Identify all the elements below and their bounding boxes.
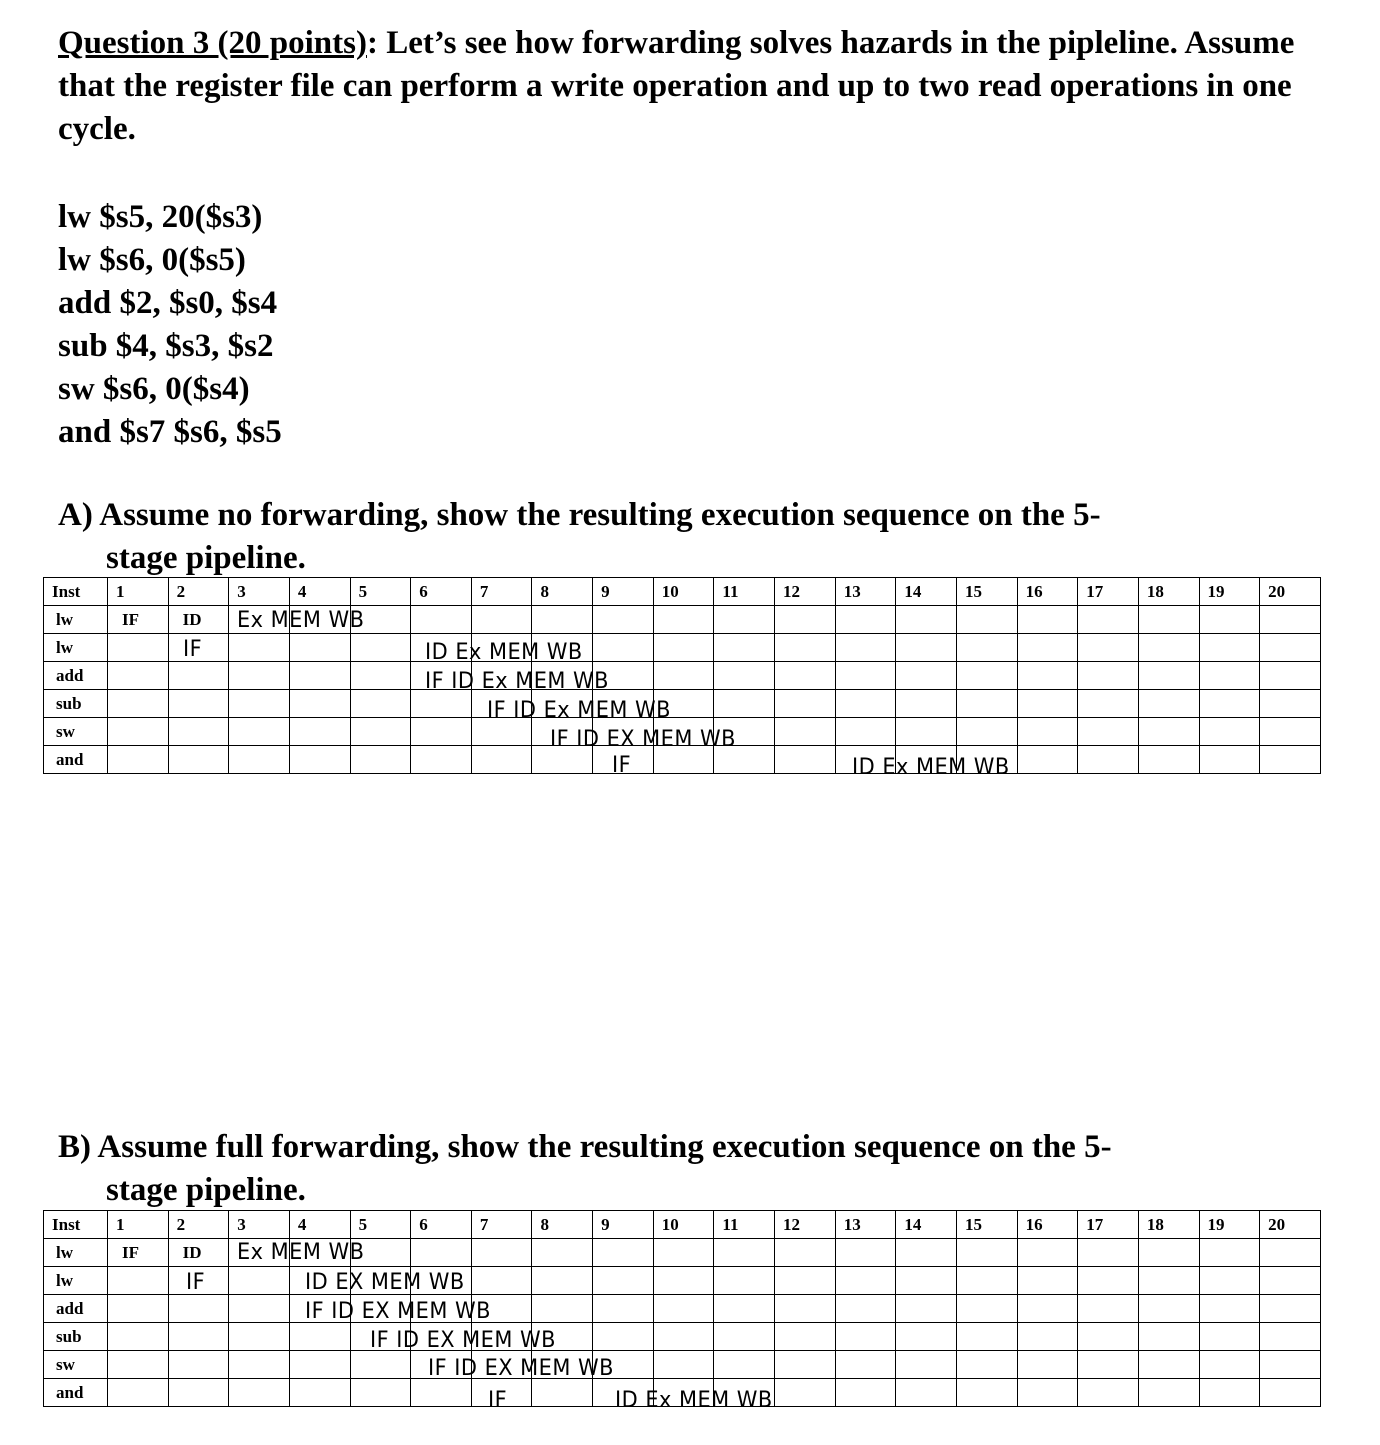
cycle-cell	[229, 1323, 290, 1351]
cycle-cell	[714, 1239, 775, 1267]
header-cycle: 8	[532, 1211, 593, 1239]
cycle-cell	[956, 662, 1017, 690]
cycle-cell	[168, 746, 229, 774]
cycle-cell	[168, 1351, 229, 1379]
handwritten-entry: IF	[186, 1270, 206, 1295]
cycle-cell	[1138, 1323, 1199, 1351]
cycle-cell	[289, 746, 350, 774]
cycle-cell	[229, 1351, 290, 1379]
cycle-cell	[896, 690, 957, 718]
cycle-cell	[1017, 606, 1078, 634]
header-cycle: 12	[775, 578, 836, 606]
header-cycle: 9	[593, 1211, 654, 1239]
handwritten-entry: Ex MEM WB	[237, 608, 365, 633]
cycle-cell	[896, 1323, 957, 1351]
cycle-cell	[956, 1267, 1017, 1295]
cycle-cell	[1138, 1351, 1199, 1379]
cycle-cell	[1260, 662, 1321, 690]
cycle-cell	[411, 718, 472, 746]
cycle-cell	[1078, 718, 1139, 746]
cycle-cell	[956, 1323, 1017, 1351]
cycle-cell	[229, 690, 290, 718]
header-cycle: 20	[1260, 1211, 1321, 1239]
cycle-cell	[289, 1379, 350, 1407]
cycle-cell	[1199, 1379, 1260, 1407]
cycle-cell	[593, 1239, 654, 1267]
header-cycle: 5	[350, 578, 411, 606]
inst-cell: sw	[44, 1351, 108, 1379]
cycle-cell	[896, 606, 957, 634]
table-row	[44, 1295, 1321, 1323]
header-cycle: 14	[896, 578, 957, 606]
cycle-cell	[956, 718, 1017, 746]
cycle-cell	[1199, 1239, 1260, 1267]
cycle-cell	[471, 746, 532, 774]
cycle-cell	[1138, 718, 1199, 746]
cycle-cell	[289, 662, 350, 690]
handwritten-entry: IF ID Ex MEM WB	[487, 698, 672, 723]
header-cycle: 2	[168, 1211, 229, 1239]
cycle-cell	[714, 1323, 775, 1351]
cycle-cell	[835, 606, 896, 634]
header-cycle: 19	[1199, 1211, 1260, 1239]
code-line: and $s7 $s6, $s5	[58, 414, 282, 450]
cycle-cell	[1260, 1239, 1321, 1267]
inst-cell: add	[44, 662, 108, 690]
table-row	[44, 662, 1321, 690]
cycle-cell	[1138, 690, 1199, 718]
cycle-cell	[108, 718, 169, 746]
handwritten-entry: ID Ex MEM WB	[425, 640, 583, 665]
cycle-cell	[1138, 634, 1199, 662]
handwritten-entry: IF ID EX MEM WB	[550, 727, 736, 752]
cycle-cell	[1260, 1351, 1321, 1379]
header-cycle: 3	[229, 1211, 290, 1239]
cycle-cell	[835, 1323, 896, 1351]
cycle-cell	[289, 1351, 350, 1379]
cycle-cell	[411, 746, 472, 774]
cycle-cell	[1078, 1323, 1139, 1351]
cycle-cell	[775, 606, 836, 634]
cycle-cell	[835, 1351, 896, 1379]
cycle-cell	[1199, 606, 1260, 634]
question-heading	[58, 22, 1348, 151]
cycle-cell	[653, 1323, 714, 1351]
cycle-cell	[1017, 1379, 1078, 1407]
cycle-cell	[1078, 746, 1139, 774]
cycle-cell	[1138, 1267, 1199, 1295]
table-row	[44, 1239, 1321, 1267]
inst-cell: sw	[44, 718, 108, 746]
header-cycle: 8	[532, 578, 593, 606]
inst-cell: lw	[44, 634, 108, 662]
cycle-cell	[1017, 1267, 1078, 1295]
cycle-cell	[1078, 606, 1139, 634]
cycle-cell	[1260, 1379, 1321, 1407]
cycle-cell	[471, 606, 532, 634]
cycle-cell	[289, 634, 350, 662]
code-line: sub $4, $s3, $s2	[58, 328, 274, 364]
table-row	[44, 634, 1321, 662]
cycle-cell	[1199, 718, 1260, 746]
cycle-cell	[896, 1239, 957, 1267]
part-a-prompt	[58, 494, 1328, 580]
table-header-row	[44, 1211, 1321, 1239]
cycle-cell	[714, 1351, 775, 1379]
header-cycle: 7	[471, 578, 532, 606]
cycle-cell	[714, 606, 775, 634]
cycle-cell	[775, 690, 836, 718]
header-cycle: 12	[775, 1211, 836, 1239]
header-cycle: 11	[714, 578, 775, 606]
cycle-cell	[168, 690, 229, 718]
cycle-cell	[1199, 662, 1260, 690]
cycle-cell	[835, 662, 896, 690]
cycle-cell	[1199, 746, 1260, 774]
cycle-cell	[896, 1267, 957, 1295]
cycle-cell	[775, 718, 836, 746]
table-header-row	[44, 578, 1321, 606]
handwritten-entry: IF	[488, 1388, 508, 1413]
handwritten-entry: IF ID Ex MEM WB	[425, 669, 610, 694]
cycle-cell	[1260, 606, 1321, 634]
header-cycle: 19	[1199, 578, 1260, 606]
header-inst: Inst	[44, 578, 108, 606]
cycle-cell	[1199, 1351, 1260, 1379]
cycle-cell	[1138, 1379, 1199, 1407]
header-cycle: 17	[1078, 1211, 1139, 1239]
cycle-cell	[229, 634, 290, 662]
handwritten-entry: ID Ex MEM WB	[852, 755, 1010, 780]
header-cycle: 13	[835, 578, 896, 606]
cycle-cell	[835, 1379, 896, 1407]
cycle-cell	[532, 606, 593, 634]
cycle-cell	[835, 634, 896, 662]
cycle-cell	[1138, 662, 1199, 690]
cycle-cell	[956, 1351, 1017, 1379]
part-b-line1: B) Assume full forwarding, show the resulting execution sequence on the 5-	[58, 1129, 1112, 1165]
cycle-cell	[775, 662, 836, 690]
cycle-cell	[896, 1379, 957, 1407]
cycle-cell	[653, 1295, 714, 1323]
cycle-cell	[775, 634, 836, 662]
cycle-cell	[1078, 1379, 1139, 1407]
cycle-cell	[653, 1239, 714, 1267]
cycle-cell	[775, 746, 836, 774]
code-line: add $2, $s0, $s4	[58, 285, 278, 321]
handwritten-entry: ID EX MEM WB	[305, 1270, 465, 1295]
handwritten-entry: IF	[183, 637, 203, 662]
cycle-cell	[1260, 1267, 1321, 1295]
header-cycle: 20	[1260, 578, 1321, 606]
cycle-cell	[1260, 746, 1321, 774]
cycle-cell	[653, 634, 714, 662]
cycle-cell	[956, 690, 1017, 718]
cycle-cell	[1260, 718, 1321, 746]
cycle-cell	[1260, 690, 1321, 718]
cycle-cell	[229, 1295, 290, 1323]
cycle-cell	[593, 606, 654, 634]
cycle-cell	[1199, 1267, 1260, 1295]
cycle-cell	[896, 718, 957, 746]
cycle-cell	[835, 1295, 896, 1323]
cycle-cell	[108, 1379, 169, 1407]
cycle-cell	[1260, 1295, 1321, 1323]
cycle-cell	[1017, 746, 1078, 774]
question-text: : Let’s see how forwarding solves hazards in the pipleline. Assume that the register file can perform a write operation and up to two read operations in one cycle.	[58, 25, 1295, 147]
cycle-cell	[168, 718, 229, 746]
cycle-cell	[108, 1351, 169, 1379]
part-a-line2: stage pipeline.	[106, 540, 306, 576]
cycle-cell	[896, 1295, 957, 1323]
handwritten-entry: IF	[612, 753, 632, 778]
cycle-cell	[593, 634, 654, 662]
header-cycle: 3	[229, 578, 290, 606]
header-cycle: 4	[289, 1211, 350, 1239]
cycle-cell	[956, 1379, 1017, 1407]
cycle-cell	[1260, 634, 1321, 662]
table-row	[44, 1323, 1321, 1351]
cycle-cell	[775, 1239, 836, 1267]
header-cycle: 1	[108, 578, 169, 606]
header-cycle: 2	[168, 578, 229, 606]
cycle-cell	[289, 690, 350, 718]
table-row	[44, 690, 1321, 718]
header-cycle: 5	[350, 1211, 411, 1239]
cycle-cell	[532, 1295, 593, 1323]
cycle-cell	[471, 1239, 532, 1267]
part-a-line1: A) Assume no forwarding, show the resulting execution sequence on the 5-	[58, 497, 1101, 533]
header-cycle: 13	[835, 1211, 896, 1239]
cycle-cell	[714, 690, 775, 718]
cycle-cell	[835, 690, 896, 718]
cycle-cell	[714, 1295, 775, 1323]
cycle-cell	[108, 634, 169, 662]
handwritten-entry: IF ID EX MEM WB	[370, 1328, 556, 1353]
pipeline-table-b	[43, 1210, 1321, 1407]
cycle-cell	[229, 662, 290, 690]
cycle-cell	[835, 718, 896, 746]
cycle-cell	[350, 718, 411, 746]
inst-cell: and	[44, 746, 108, 774]
handwritten-entry: IF ID EX MEM WB	[305, 1299, 491, 1324]
header-cycle: 9	[593, 578, 654, 606]
header-cycle: 15	[956, 578, 1017, 606]
cycle-cell	[350, 1379, 411, 1407]
cycle-cell	[775, 1267, 836, 1295]
header-cycle: 10	[653, 1211, 714, 1239]
cycle-cell	[350, 746, 411, 774]
code-line: sw $s6, 0($s4)	[58, 371, 250, 407]
cycle-cell	[714, 662, 775, 690]
cycle-cell	[1078, 1351, 1139, 1379]
table-row	[44, 1267, 1321, 1295]
cycle-cell	[229, 746, 290, 774]
cycle-cell	[1138, 606, 1199, 634]
cycle-cell	[1199, 1323, 1260, 1351]
cycle-cell	[108, 1295, 169, 1323]
inst-cell: add	[44, 1295, 108, 1323]
cycle-cell	[1017, 690, 1078, 718]
cycle-cell	[775, 1379, 836, 1407]
cycle-cell	[896, 1351, 957, 1379]
inst-cell: lw	[44, 1239, 108, 1267]
cycle-cell	[653, 1351, 714, 1379]
cycle-cell	[896, 634, 957, 662]
cycle-cell	[1199, 1295, 1260, 1323]
cycle-cell	[896, 662, 957, 690]
code-line: lw $s6, 0($s5)	[58, 242, 246, 278]
cycle-cell	[1078, 1267, 1139, 1295]
cycle-cell	[1017, 1323, 1078, 1351]
cycle-cell	[653, 1267, 714, 1295]
cycle-cell	[229, 1379, 290, 1407]
header-cycle: 4	[289, 578, 350, 606]
cycle-cell	[835, 1239, 896, 1267]
header-cycle: 16	[1017, 578, 1078, 606]
cycle-cell	[229, 1267, 290, 1295]
part-b-line2: stage pipeline.	[106, 1172, 306, 1208]
cycle-cell	[956, 634, 1017, 662]
cycle-cell	[1017, 662, 1078, 690]
inst-cell: sub	[44, 690, 108, 718]
cycle-cell	[350, 662, 411, 690]
cycle-cell	[1017, 1295, 1078, 1323]
question-label: Question 3 (20 points)	[58, 25, 367, 61]
cycle-cell	[1078, 634, 1139, 662]
cycle-cell	[1078, 690, 1139, 718]
cycle-cell	[108, 746, 169, 774]
header-cycle: 10	[653, 578, 714, 606]
cycle-cell	[532, 1239, 593, 1267]
cycle-cell	[593, 1295, 654, 1323]
handwritten-entry: IF ID EX MEM WB	[428, 1356, 614, 1381]
header-cycle: 6	[411, 1211, 472, 1239]
header-cycle: 18	[1138, 578, 1199, 606]
inst-cell: sub	[44, 1323, 108, 1351]
cycle-cell	[1199, 634, 1260, 662]
cycle-cell	[714, 1267, 775, 1295]
cycle-cell	[775, 1323, 836, 1351]
handwritten-entry: Ex MEM WB	[237, 1240, 365, 1265]
cycle-cell	[1138, 1295, 1199, 1323]
header-cycle: 6	[411, 578, 472, 606]
cycle-cell	[775, 1295, 836, 1323]
cycle-cell	[168, 662, 229, 690]
inst-cell: lw	[44, 1267, 108, 1295]
inst-cell: lw	[44, 606, 108, 634]
cycle-cell	[956, 606, 1017, 634]
cycle-cell	[350, 634, 411, 662]
cycle-cell	[532, 1379, 593, 1407]
cycle-cell	[1078, 1239, 1139, 1267]
cycle-cell	[1078, 662, 1139, 690]
cycle-cell	[653, 606, 714, 634]
header-cycle: 15	[956, 1211, 1017, 1239]
cycle-cell	[956, 1239, 1017, 1267]
cycle-cell	[775, 1351, 836, 1379]
cycle-cell: IF	[108, 1239, 169, 1267]
cycle-cell	[108, 662, 169, 690]
header-cycle: 1	[108, 1211, 169, 1239]
header-inst: Inst	[44, 1211, 108, 1239]
cycle-cell	[168, 1323, 229, 1351]
cycle-cell	[108, 690, 169, 718]
cycle-cell	[411, 1379, 472, 1407]
header-cycle: 7	[471, 1211, 532, 1239]
cycle-cell	[1017, 1239, 1078, 1267]
code-listing	[58, 196, 282, 454]
cycle-cell	[289, 1323, 350, 1351]
cycle-cell	[168, 1379, 229, 1407]
header-cycle: 16	[1017, 1211, 1078, 1239]
header-cycle: 17	[1078, 578, 1139, 606]
cycle-cell	[1017, 718, 1078, 746]
cycle-cell	[1199, 690, 1260, 718]
cycle-cell	[289, 718, 350, 746]
cycle-cell	[1138, 746, 1199, 774]
cycle-cell	[1017, 1351, 1078, 1379]
header-cycle: 18	[1138, 1211, 1199, 1239]
inst-cell: and	[44, 1379, 108, 1407]
table-row	[44, 1351, 1321, 1379]
cycle-cell	[229, 718, 290, 746]
cycle-cell	[411, 606, 472, 634]
cycle-cell	[108, 1267, 169, 1295]
header-cycle: 11	[714, 1211, 775, 1239]
cycle-cell	[532, 1267, 593, 1295]
header-cycle: 14	[896, 1211, 957, 1239]
cycle-cell	[956, 1295, 1017, 1323]
handwritten-entry: ID Ex MEM WB	[615, 1388, 773, 1413]
cycle-cell	[471, 1267, 532, 1295]
cycle-cell	[1260, 1323, 1321, 1351]
table-row	[44, 606, 1321, 634]
cycle-cell	[1138, 1239, 1199, 1267]
cycle-cell	[350, 690, 411, 718]
cycle-cell	[1017, 634, 1078, 662]
cycle-cell	[168, 1295, 229, 1323]
cycle-cell	[1078, 1295, 1139, 1323]
cycle-cell	[835, 1267, 896, 1295]
cycle-cell: IF	[108, 606, 169, 634]
part-b-prompt	[58, 1126, 1328, 1212]
cycle-cell	[108, 1323, 169, 1351]
cycle-cell	[653, 662, 714, 690]
cycle-cell	[350, 1351, 411, 1379]
cycle-cell	[593, 1323, 654, 1351]
cycle-cell: ID	[168, 606, 229, 634]
cycle-cell: ID	[168, 1239, 229, 1267]
cycle-cell	[411, 1239, 472, 1267]
code-line: lw $s5, 20($s3)	[58, 199, 263, 235]
cycle-cell	[593, 1267, 654, 1295]
cycle-cell	[714, 634, 775, 662]
